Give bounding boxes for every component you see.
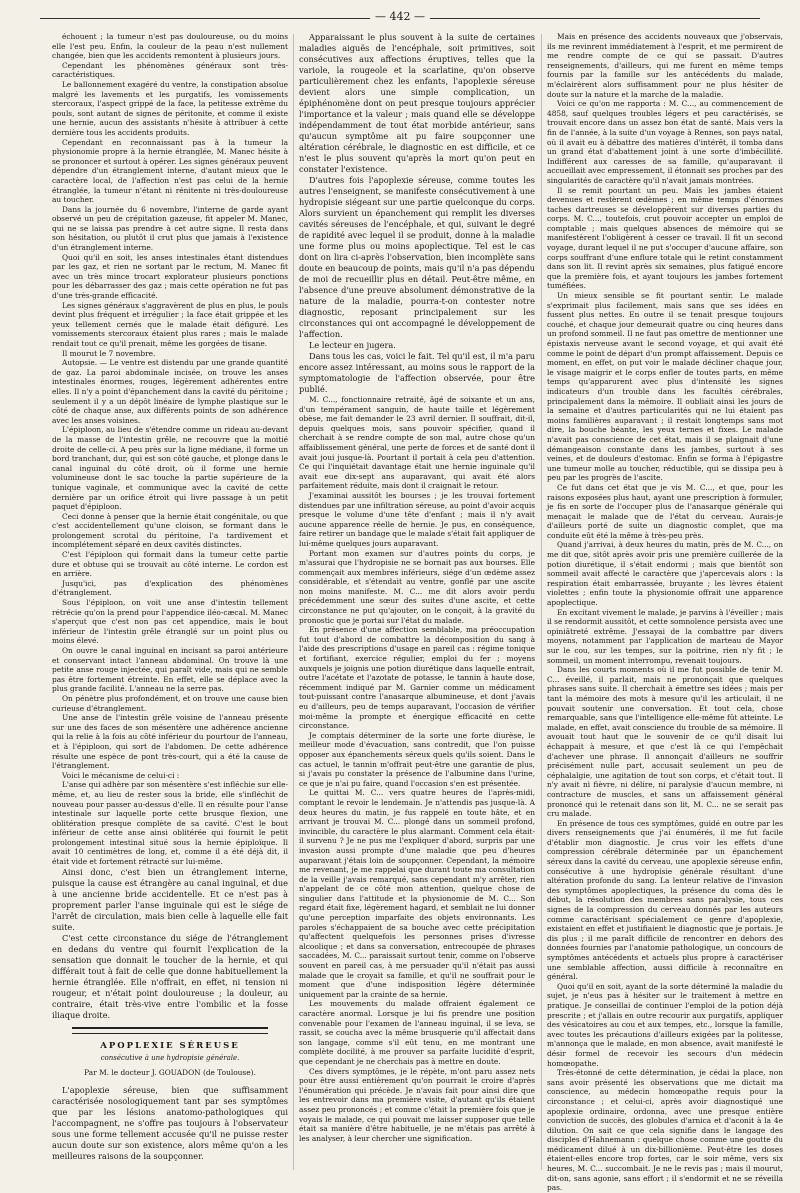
header-rule-left [40, 18, 370, 19]
paragraph: On ouvre le canal inguinal en incisant sa paroi antérieure et conservant intact l'anneau abdominal. On trouve là une petite anse rouge injectée, qui paraît vide, mais qui ne semble pas être fortement étreinte. En effet, elle se déplace avec la plus grande facilité. L'anneau ne la serre pas. [52, 646, 288, 694]
paragraph: Quand j'arrivai, à deux heures du matin, près de M. C..., on me dit que, sitôt après avoir pris une première cuillerée de la potion diurétique, il s'était endormi ; mais que bientôt son sommeil avait affecté le caractère que j'apercevais alors : la respiration était embarrassée, bruyante ; les lèvres étaient violettes ; enfin toute la physionomie offrait une apparence apoplectique. [547, 540, 783, 608]
column-3-body [547, 32, 783, 1193]
paragraph: C'est cette circonstance du siége de l'étranglement en dedans du ventre qui fournit l'explication de la sensation que donnait le toucher de la hernie, et qui différait tout à fait de celle que donne habituellement la hernie étranglée. Elle n'offrait, en effet, ni tension ni rougeur, et n'était point douloureuse ; la douleur, au contraire, était très-vive entre l'ombilic et la fosse iliaque droite. [52, 932, 288, 1020]
column-2-body [299, 395, 535, 1143]
column-3 [547, 32, 783, 1193]
paragraph: Sous l'épiploon, on voit une anse d'intestin tellement rétrécie qu'on la prend pour l'appendice iléo-cæcal. M. Manec s'aperçut que c'est non pas cet appendice, mais le bout inférieur de l'intestin grêle étranglé sur un point plus ou moins élevé. [52, 598, 288, 646]
paragraph: Je comptais déterminer de la sorte une forte diurèse, le meilleur mode d'évacuation, sans contredit, que l'on puisse opposer aux épanchements séreux quels qu'ils soient. Dans le cas actuel, le tannin m'offrait peut-être une garantie de plus, si j'avais pu constater la présence de l'albumine dans l'urine, ce que je n'ai pu faire, quand l'occasion s'en est présentée. [299, 730, 535, 788]
paragraph: Les mouvements du malade offraient également ce caractère anormal. Lorsque je lui fis prendre une position convenable pour l'examen de l'anneau inguinal, il se leva, se rassit, se coucha avec la même brusquerie qu'il affectait dans son langage, comme s'il eût tenu, en me montrant une complète docilité, à me prouver sa parfaite lucidité d'esprit, que cependant je ne cherchais pas à mettre en doute. [299, 999, 535, 1066]
paragraph: Dans la journée du 6 novembre, l'interne de garde ayant observé un peu de crépitation gazeuse, fit appeler M. Manec, qui ne se laissa pas prendre à cet autre signe. Il resta dans son hésitation, ou plutôt il crut plus que jamais à l'existence d'un étranglement interne. [52, 204, 288, 253]
paragraph: Ce fut dans cet état que je vis M. C..., et que, pour les raisons exposées plus haut, ayant une prescription à formuler, je fis en sorte de l'occuper plus de l'anasarque générale qui menaçait le malade que de l'état du cerveau. Aurais-je d'ailleurs porté de suite un diagnostic complet, que ma conduite eût été la même à très-peu près. [547, 482, 783, 540]
article-intro [52, 1085, 288, 1162]
paragraph: L'anse qui adhère par son mésentère s'est infléchie sur elle-même, et, au lieu de rester sous la bride, elle s'infléchit de nouveau pour passer au-dessus d'elle. Il en résulte pour l'anse intestinale sur laquelle porte cette brusque flexion, une oblitération presque complète de sa cavité. C'est le bout inférieur de cette anse ainsi oblitérée qui fournit le petit prolongement intestinal situé sous la hernie épiploïque. Il avait 10 centimètres de long, et, comme il a été déjà dit, il était vide et fortement rétracté sur lui-même. [52, 780, 288, 867]
column-1-body [52, 32, 288, 867]
paragraph: Il mourut le 7 novembre. [62, 348, 156, 358]
article-subtitle: consécutive à une hydropisie générale. [100, 1054, 240, 1063]
paragraph: En présence d'une affection semblable, ma préoccupation fut tout d'abord de combattre la décomposition du sang à l'aide des prescriptions d'usage en pareil cas : régime tonique et fortifiant, exercice régulier, emploi du fer ; moyens auxquels je joignis une potion diurétique dans laquelle entrait, outre l'acétate et l'azotate de potasse, le tannin à haute dose, récemment indiqué par M. Garnier comme un médicament tout-puissant contre l'anasarque albumineuse, et dont j'avais eu d'ailleurs, peu de temps auparavant, l'occasion de vérifier moi-même la prompte et énergique efficacité en cette circonstance. [299, 625, 535, 731]
paragraph: Portant mon examen sur d'autres points du corps, je m'assurai que l'hydropisie ne se bornait pas aux bourses. Elle commençait aux membres inférieurs, siége d'un œdème assez considérable, et s'étendait au ventre, gonflé par une ascite non moins manifeste. M. C... me dit alors avoir perdu précédemment une sœur des suites d'une ascite, et cette circonstance ne put qu'ajouter, on le conçoit, à la gravité du pronostic que je portai sur l'état du malade. [299, 548, 535, 625]
paragraph: Voici le mécanisme de celui-ci : [62, 770, 180, 780]
paragraph: Mais en présence des accidents nouveaux que j'observais, ils me revinrent immédiatement à l'esprit, et me permirent de me rendre compte de ce qui se passait. D'autres renseignements, d'ailleurs, qui me furent en même temps fournis par la famille sur les antécédents du malade, m'éclairèrent alors suffisamment pour ne plus hésiter de doute sur la nature et la marche de la maladie. [547, 32, 783, 99]
paragraph: En excitant vivement le malade, je parvins à l'éveiller ; mais il se rendormit aussitôt, et cette somnolence persista avec une opiniâtreté extrême. J'essayai de la combattre par divers moyens, notamment par l'application de marteau de Mayor sur le cou, sur les tempes, sur la poitrine, rien n'y fit ; le sommeil, un moment interrompu, revenait toujours. [547, 607, 783, 665]
paragraph: C'est l'épiploon qui formait dans la tumeur cette partie dure et obtuse qui se trouvait au côté interne. Le cordon est en arrière. [52, 550, 288, 579]
paragraph: Les signes généraux s'aggravèrent de plus en plus, le pouls devint plus fréquent et irrégulier ; la face était grippée et les yeux tellement cernés que le malade était défiguré. Les vomissements stercoraux étaient plus rares ; mais le malade rendait tout ce qu'il prenait, même les gorgées de tisane. [52, 300, 288, 348]
paragraph: D'autres fois l'apoplexie séreuse, comme toutes les autres l'enseignent, se manifeste consécutivement à une hydropisie siégeant sur une partie quelconque du corps. Alors survient un épanchement qui remplit les diverses cavités séreuses de l'encéphale, et qui, suivant le degré de rapidité avec lequel il se produit, donne à la maladie une forme plus ou moins apoplectique. Tel est le cas dont on lira ci-après l'observation, bien incomplète sans doute en beaucoup de points, mais qu'il n'a pas dépendu de moi de recueillir plus en détail. Peut-être même, en l'absence d'une preuve absolument démonstrative de la nature de la maladie, pourra-t-on contester notre diagnostic, reposant principalement sur les circonstances qui ont accompagné le développement de l'affection. [299, 175, 535, 339]
paragraph: M. C..., fonctionnaire retraité, âgé de soixante et un ans, d'un tempérament sanguin, de haute taille et légèrement obèse, me fait demander le 23 avril dernier. Il souffrait, dit-il, depuis quelques mois, sans pouvoir spécifier, quand il cherchait à se rendre compte de son mal, autre chose qu'un affaiblissement général, une perte de forces et de santé dont il avait joui jusque-là. Pourtant il portait à cela peu d'attention. Ce qui l'inquiétait davantage était une hernie inguinale qu'il avait eue dix-sept ans auparavant, qui avait été alors parfaitement réduite, mais dont il craignait le retour. [299, 395, 535, 491]
paragraph: J'examinai aussitôt les bourses ; je les trouvai fortement distendues par une infiltration séreuse, au point d'avoir acquis presque le volume d'une tête d'enfant ; mais il n'y avait aucune apparence réelle de hernie. Je pus, en conséquence, faire retirer un bandage que le malade s'était fait appliquer de lui-même quelques jours auparavant. [299, 490, 535, 548]
paragraph: Dans tous les cas, voici le fait. Tel qu'il est, il m'a paru encore assez intéressant, au moins sous le rapport de la symptomatologie de l'affection observée, pour être publié. [299, 351, 535, 394]
column-1-conclusion [52, 867, 288, 1021]
paragraph: Apparaissant le plus souvent à la suite de certaines maladies aiguës de l'encéphale, soit primitives, soit consécutives aux affections éruptives, telles que la variole, la rougeole et la scarlatine, qu'on observe particulièrement chez les enfants, l'apoplexie séreuse devient alors une simple complication, un épiphénomène dont on peut presque toujours apprécier l'importance et la valeur ; mais quand elle se développe indépendamment de tout état morbide antérieur, sans qu'aucun symptôme ait pu faire soupçonner une altération cérébrale, le diagnostic en est difficile, et ce n'est le plus souvent qu'après la mort qu'on peut en constater l'existence. [299, 32, 535, 174]
page-number: — 442 — [375, 10, 425, 23]
paragraph: Un mieux sensible se fit pourtant sentir. Le malade s'exprimait plus facilement, mais sans que ses idées en fussent plus nettes. En outre il se tenait presque toujours couché, et chaque jour demeurait quatre ou cinq heures dans un profond sommeil. Il ne faut pas omettre de mentionner une épistaxis nerveuse avant le second voyage, et qui avait été comme le point de départ d'un prompt affaissement. Depuis ce moment, en effet, on put voir le malade décliner chaque jour, le visage maigrir et le corps enfler de toutes parts, en même temps qu'apparurent avec plus d'intensité les signes indicateurs d'un trouble dans les facultés cérébrales, principalement dans la mémoire. Il oubliait ainsi les jours de la semaine et d'autres particularités qui ne lui étaient pas moins familières auparavant ; il restait longtemps sans mot dire, la bouche béante, les yeux ternes et fixes. Le malade n'avait pas conscience de cet état, mais il se plaignait d'une démangeaison constante dans les jambes, surtout à ses veines, et de douleurs d'estomac. Enfin se forma à l'épigastre une tumeur molle au toucher, réductible, qui se dissipa peu à peu par les progrès de l'ascite. [547, 291, 783, 483]
paragraph: Jusqu'ici, pas d'explication des phénomènes d'étranglement. [52, 578, 288, 598]
paragraph: Cependant les phénomènes généraux sont très-caractéristiques. [52, 60, 288, 80]
paragraph: Quoi qu'il en soit, ayant de la sorte déterminé la maladie du sujet, je n'eus pas à hésiter sur le traitement à mettre en pratique. Je conseillai de continuer l'emploi de la potion déjà prescrite ; et j'allais en outre recourir aux purgatifs, appliquer des vésicatoires au cou et aux tempes, etc., lorsque la famille, avec toutes les précautions d'ailleurs exigées par la politesse, m'annonça que le malade, en mon absence, avait manifesté le désir formel de recevoir les secours d'un médecin homœopathe. [547, 981, 783, 1068]
paragraph: Il se remit pourtant un peu. Mais les jambes étaient devenues et restèrent œdèmes ; en même temps d'énormes taches dartreuses se développèrent sur diverses parties du corps. M. C..., toutefois, crut pouvoir accepter un emploi de comptable ; mais quelques absences de mémoire qui se manifestèrent l'obligèrent à cesser ce travail. Il fit un second voyage, durant lequel il ne put s'occuper d'aucune affaire, son corps souffrant d'une enflure totale qui le retint constamment dans son lit. Il revint après six semaines, plus fatigué encore que la première fois, et ayant toujours les jambes fortement tuméfiées. [547, 185, 783, 291]
column-2 [299, 32, 535, 1172]
paragraph: Ceci donne à penser que la hernie était congénitale, ou que c'est accidentellement qu'une cloison, se formant dans le prolongement scrotal du péritoine, l'a tardivement et incomplétement séparé en deux cavités distinctes. [52, 511, 288, 550]
paragraph: L'épiploon, au lieu de s'étendre comme un rideau au-devant de la masse de l'intestin grêle, ne recouvre que la moitié droite de celle-ci. A peu près sur la ligne médiane, il forme un bord tranchant, dur, qui est son côté gauche, et plonge dans le canal inguinal du côté droit, où il forme une hernie volumineuse dont le sac touche la partie supérieure de la tunique vaginale, et communique avec la cavité de cette dernière par un orifice étroit qui livre passage à un petit paquet d'épiploon. [52, 425, 288, 512]
column-separator [293, 34, 294, 1170]
paragraph: Quoi qu'il en soit, les anses intestinales étant distendues par les gaz, et rien ne sortant par le rectum, M. Manec fit avec un très mince trocart explorateur plusieurs ponctions pour les débarrasser des gaz ; mais cette opération ne fut pas d'une très-grande efficacité. [52, 252, 288, 301]
paragraph: Autopsie. — Le ventre est distendu par une grande quantité de gaz. La paroi abdominale incisée, on trouve les anses intestinales énormes, rouges, légèrement adhérentes entre elles. Il n'y a point d'épanchement dans la cavité du péritoine ; seulement il y a un dépôt linéaire de lymphe plastique sur le côté de chaque anse, aux différents points de son adhérence avec les anses voisines. [52, 358, 288, 425]
paragraph: Voici ce qu'on me rapporta : M. C..., au commencement de 4858, sauf quelques troubles légers et peu caractérisés, se trouvait encore dans un assez bon état de santé. Mais vers la fin de l'année, à la suite d'un voyage à Rennes, son pays natal, où il avait eu à débattre des matières d'intérêt, il tomba dans un grand état d'abattement joint à une sorte d'imbécillité. Indifférent aux caresses de sa famille, qu'auparavant il accueillait avec empressement, il étonnait ses proches par des singularités de caractère qu'il n'avait jamais montrées. [547, 99, 783, 185]
paragraph: Le quittai M. C... vers quatre heures de l'après-midi, comptant le revoir le lendemain. Je n'attendis pas jusque-là. A deux heures du matin, je fus rappelé en toute hâte, et en arrivant je trouvai M. C... plongé dans un sommeil profond, invincible, du caractère le plus alarmant. Comment cela était-il survenu ? Je ne pus me l'expliquer d'abord, surpris par une invasion aussi prompte d'une maladie que peu d'heures auparavant j'étais loin de soupçonner. Cependant, la mémoire me revenant, je me rappelai que durant toute ma consultation de la veille j'avais remarqué, sans cependant m'y arrêter, rien n'appelant de ce côté mon attention, quelque chose de singulier dans l'attitude et la physionomie de M. C... Son regard était fixe, légèrement hagard, et semblait ne lui donner qu'une perception imparfaite des objets environnants. Les paroles s'échappaient de sa bouche avec cette précipitation qu'affectent quelquefois les personnes prises d'ivresse alcoolique ; et dans sa conversation, entrecoupée de phrases saccadées, M. C... paraissait surtout tenir, comme on l'observe souvent en pareil cas, à me persuader qu'il n'était pas aussi malade que le croyait sa famille, et qu'il ne souffrait pour le moment que d'une indisposition légère déterminée uniquement par la crainte de sa hernie. [299, 788, 535, 999]
paragraph: Une anse de l'intestin grêle voisine de l'anneau présente sur une des faces de son mésentère une adhérence ancienne qui la relie à la fois au côté inférieur du pourtour de l'anneau, et à l'épiploon, qui sort de l'abdomen. De cette adhérence résulte une espèce de pont très-court, qui a été la cause de l'étranglement. [52, 713, 288, 771]
page-header [40, 10, 760, 26]
paragraph: L'apoplexie séreuse, bien que suffisamment caractérisée nosologiquement tant par ses symptômes que par les lésions anatomo-pathologiques qui l'accompagnent, ne s'offre pas toujours à l'observateur sous une forme tellement accusée qu'il ne puisse rester aucun doute sur son existence, alors même qu'on a les meilleures raisons de la soupçonner. [52, 1085, 288, 1162]
paragraph: Dans les courts moments où il me fut possible de tenir M. C... éveillé, il parlait, mais ne prononçait que quelques phrases sans suite. Il cherchait à émettre ses idées ; mais per tant la mémoire des mots à mesure qu'il les articulait, il ne pouvait soutenir une conversation. Et tout cela, chose remarquable, sans que l'intelligence elle-même fût atteinte. Le malade, en effet, avait conscience du trouble de sa mémoire. Il avouait tout haut que le souvenir de ce qu'il disait lui échappait à mesure, et que c'est là ce qui l'empêchait d'achever une phrase. Il annonçait d'ailleurs ne souffrir précisément nulle part, accusait seulement un peu de céphalalgie, une agitation de tout son corps, et c'était tout. Il n'y avait ni fièvre, ni délire, ni paralysie d'aucun membre, ni contracture de muscles, et sans un affaissement général prononcé qui le retenait dans son lit, M. C... ne se serait pas cru malade. [547, 665, 783, 819]
paragraph: échouent ; la tumeur n'est pas douloureuse, ou du moins elle l'est peu. Enfin, la couleur de la peau n'est nullement changée, bien que les accidents remontent à plusieurs jours. [52, 32, 288, 61]
paragraph: Le lecteur en jugera. [309, 340, 396, 350]
article-author: Par M. le docteur J. GOUADON (de Toulouse). [84, 1067, 256, 1077]
paragraph: Cependant en reconnaissant pas à la tumeur la physionomie propre à la hernie étranglée, M. Manec hésite à se prononcer et surtout à opérer. Les signes généraux peuvent dépendre d'un étranglement interne, d'autant mieux que le caractère local, de l'affection n'est pas celui de la hernie étranglée, la tumeur n'étant ni rénitente ni très-douloureuse au toucher. [52, 137, 288, 205]
article-title: APOPLEXIE SÉREUSE [100, 1040, 240, 1051]
paragraph: Le ballonnement exagéré du ventre, la constipation absolue malgré les lavements et les purgatifs, les vomissements stercoraux, l'aspect grippé de la face, la petitesse extrême du pouls, sont autant de signes de péritonite, et comme il existe une hernie, aucun des assistants n'hésite à attribuer à cette dernière tous les accidents produits. [52, 79, 288, 137]
column-2-intro [299, 32, 535, 395]
article-divider [72, 1027, 268, 1034]
column-1 [52, 32, 288, 1172]
column-separator [541, 34, 542, 1170]
paragraph: Très-étonné de cette détermination, je cédai la place, non sans avoir présenté les observations que me dictait ma conscience, au médecin homœopathe requis pour la circonstance ; et celui-ci, après avoir diagnostiqué une apoplexie ordinaire, ordonna, avec une presque entière conviction de succès, des globules d'arnica et d'aconit à la 4e dilution. On sait ce que cela signifie dans le langage des disciples d'Hahnemann : quelque chose comme une goutte du médicament dilué à un dix-billionième. Peut-être les doses étaient-elles encore trop fortes, car le soir même, vers six heures, M. C... succombait. Je ne le revis pas ; mais il mourut, dit-on, sans agonie, sans effort ; il s'endormit et ne se réveilla pas. [547, 1068, 783, 1193]
paragraph: On pénètre plus profondément, et on trouve une cause bien curieuse d'étranglement. [52, 693, 288, 713]
header-rule-right [430, 18, 760, 19]
paragraph: Ces divers symptômes, je le répète, m'ont paru assez nets pour être aussi entièrement qu'on pourrait le croire d'après l'énumération qui précède. Je n'avais fait pour ainsi dire que les entrevoir dans ma première visite, d'autant qu'ils étaient assez peu prononcés ; et comme c'était la première fois que je voyais le malade, ce qui pouvait me laisser supposer que telle était sa manière d'être habituelle, je ne m'étais pas arrêté à les analyser, à leur chercher une signification. [299, 1066, 535, 1143]
paragraph: En présence de tous ces symptômes, guidé en outre par les divers renseignements que j'ai énumérés, il me fut facile d'établir mon diagnostic. Je crus voir les effets d'une compression cérébrale déterminée par un épanchement séreux dans la cavité du cerveau, une apoplexie séreuse enfin, consécutive à une hydropisie générale résultant d'une altération profonde du sang. La lenteur relative de l'invasion des symptômes apoplectiques, la présence du coma dès le début, la résolution des membres sans paralysie, tous ces signes de la compression du cerveau donnés par les auteurs comme caractérisant spécialement ce genre d'apoplexie, existaient en effet et justifiaient le diagnostic que je portais. Je dis plus ; il me paraît difficile de rencontrer en dehors des données fournies par l'anatomie pathologique, un concours de symptômes antécédents et actuels plus propre à caractériser une semblable affection, aussi difficile à reconnaître en général. [547, 818, 783, 982]
paragraph: Ainsi donc, c'est bien un étranglement interne, puisque la cause est étrangère au canal inguinal, et due à une ancienne bride accidentelle. Et ce n'est pas à proprement parler l'anse inguinale qui est le siége de l'arrêt de circulation, mais bien celle à laquelle elle fait suite. [52, 866, 288, 932]
